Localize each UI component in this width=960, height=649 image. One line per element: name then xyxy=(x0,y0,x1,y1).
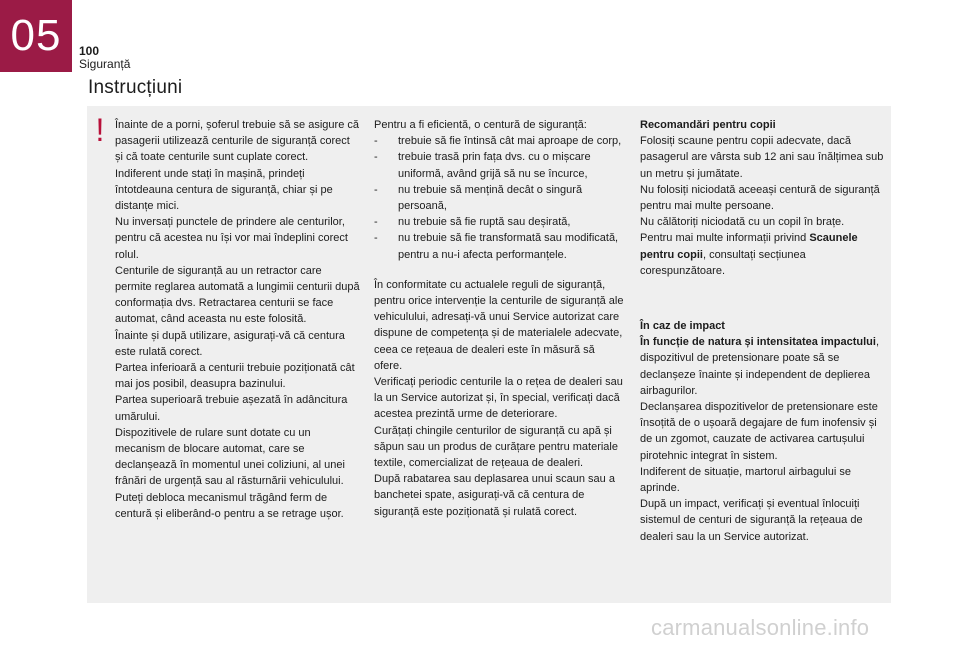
section-name: Siguranță xyxy=(79,57,131,71)
impact-heading: În caz de impact xyxy=(640,320,725,333)
efficiency-column xyxy=(374,117,624,520)
page-title: Instrucțiuni xyxy=(88,77,183,98)
paragraph: Indiferent unde stați în mașină, prindeți întotdeauna centura de siguranță, chiar și pe distanțe mici. xyxy=(115,167,333,213)
child-seats-reference: Scaunele pentru copii xyxy=(640,232,858,261)
list-item: - nu trebuie să fie ruptă sau deșirată, xyxy=(374,214,624,230)
chapter-tab xyxy=(0,0,72,72)
paragraph: Partea superioară trebuie așezată în adâncitura umărului. xyxy=(115,394,348,423)
paragraph: După un impact, verificați și eventual înlocuiți sistemul de centuri de siguranță la rețeaua de dealeri sau la un Service autorizat. xyxy=(640,498,863,543)
paragraph xyxy=(640,230,886,279)
paragraph: După rabatarea sau deplasarea unui scaun sau a banchetei spate, asigurați-vă că centura de siguranță este poziționată și rulată corect. xyxy=(374,473,615,518)
paragraph: Folosiți scaune pentru copii adecvate, dacă pasagerul are vârsta sub 12 ani sau înălțimea sub un metru și jumătate. xyxy=(640,135,884,180)
paragraph: Nu inversați punctele de prindere ale centurilor, pentru că acestea nu își vor mai îndeplini corect rolul. xyxy=(115,216,348,261)
warning-column xyxy=(115,117,360,522)
list-item: - trebuie trasă prin fața dvs. cu o mișcare uniformă, având grijă să nu se încurce, xyxy=(374,149,624,181)
text: , consultați secțiunea corespunzătoare. xyxy=(640,248,806,277)
page-number: 100 xyxy=(79,44,100,58)
watermark: carmanualsonline.info xyxy=(651,615,870,640)
list-item: - nu trebuie să mențină decât o singură persoană, xyxy=(374,182,624,214)
text: , dispozitivul de pretensionare poate să se declanșeze înainte și independent de deplierea airbagurilor. xyxy=(640,336,879,397)
paragraph xyxy=(640,334,886,399)
paragraph: Centurile de siguranță au un retractor care permite reglarea automată a lungimii centurii după conformația dvs. Retractarea centurii se face automat, când aceasta nu este folosită. xyxy=(115,264,360,326)
paragraph: Verificați periodic centurile la o rețea de dealeri sau la un Service autorizat și, în special, verificați dacă acestea prezintă urme de deteriorare. xyxy=(374,376,623,421)
paragraph: Declanșarea dispozitivelor de pretensionare este însoțită de o ușoară degajare de fum inofensiv și de un zgomot, cauzate de activarea cartușului pirotehnic integrat în sistem. xyxy=(640,401,878,462)
text: Pentru mai multe informații privind xyxy=(640,232,810,245)
paragraph: În conformitate cu actualele reguli de siguranță, pentru orice intervenție la centurile de siguranță ale vehiculului, adresați-vă unui Service autorizat care dispune de competența și de materialele adecvate, ceea ce rețeaua de dealeri este în măsură să ofere. xyxy=(374,278,624,372)
paragraph: Dispozitivele de rulare sunt dotate cu un mecanism de blocare automat, care se declanșează în momentul unei coliziuni, al unei frânări de urgență sau al răsturnării vehiculului. Puteți debloca mecanismul trăgând ferm de centură și eliberând-o pentru a se retrage ușor. xyxy=(115,426,345,520)
paragraph: Înainte de a porni, șoferul trebuie să se asigure că pasagerii utilizează centurile de siguranță corect și că toate centurile sunt cuplate corect. xyxy=(115,119,359,164)
chapter-number: 05 xyxy=(10,11,62,60)
warning-icon: ! xyxy=(95,112,105,148)
children-heading: Recomandări pentru copii xyxy=(640,119,776,131)
impact-subheading: În funcție de natura și intensitatea impactului xyxy=(640,336,876,349)
requirements-list xyxy=(374,133,624,263)
list-item: - nu trebuie să fie transformată sau modificată, pentru a nu-i afecta performanțele. xyxy=(374,230,624,262)
list-intro: Pentru a fi eficientă, o centură de siguranță: xyxy=(374,119,587,131)
paragraph: Înainte și după utilizare, asigurați-vă că centura este rulată corect. xyxy=(115,329,345,358)
paragraph: Nu călătoriți niciodată cu un copil în brațe. xyxy=(640,216,845,229)
paragraph: Partea inferioară a centurii trebuie poziționată cât mai jos posibil, deasupra bazinului. xyxy=(115,362,355,391)
paragraph: Curățați chingile centurilor de siguranță cu apă și săpun sau un produs de curățare pentru materiale textile, comercializat de rețeaua de dealeri. xyxy=(374,424,618,470)
recommendations-column xyxy=(640,117,886,545)
paragraph: Indiferent de situație, martorul airbagului se aprinde. xyxy=(640,465,851,495)
paragraph: Nu folosiți niciodată aceeași centură de siguranță pentru mai multe persoane. xyxy=(640,183,880,213)
list-item: - trebuie să fie întinsă cât mai aproape de corp, xyxy=(374,133,624,149)
